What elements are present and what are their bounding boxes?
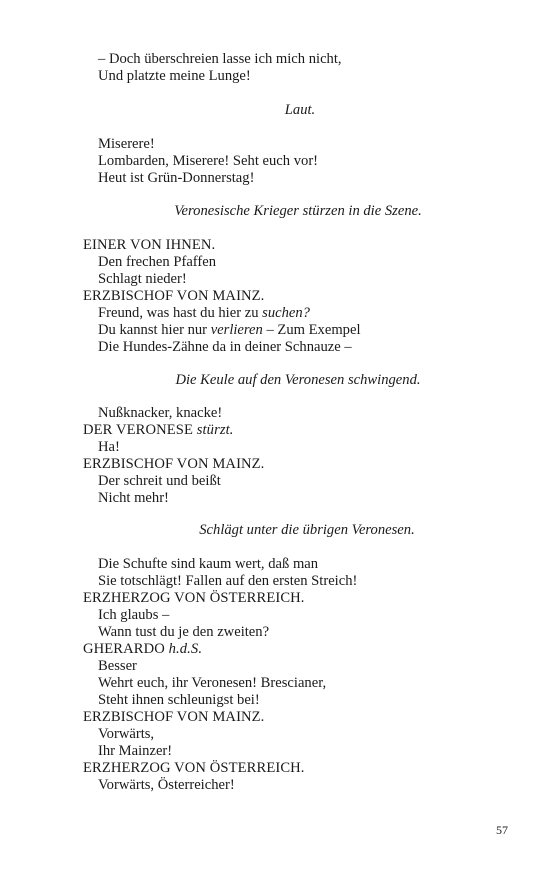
speaker-text: DER VERONESE [83, 422, 197, 438]
verse-line: Besser [98, 658, 137, 674]
stage-direction-text: Veronesische Krieger stürzen in die Szene. [174, 203, 422, 219]
verse-line: Den frechen Pfaffen [98, 254, 217, 270]
verse-line: Ha! [98, 439, 120, 455]
verse-line: Die Schufte sind kaum wert, daß man [98, 556, 319, 572]
speaker-name: ERZBISCHOF VON MAINZ. [83, 288, 265, 304]
dialogue-block-4 [83, 405, 503, 507]
verse-line: Vorwärts, Österreicher! [98, 777, 235, 793]
stage-direction-text: Laut. [284, 102, 316, 118]
verse-line: – Doch überschreien lasse ich mich nicht, [98, 51, 342, 67]
verse-line: Steht ihnen schleunigst bei! [98, 692, 260, 708]
verse-line: Schlagt nieder! [98, 271, 187, 287]
verse-block-1 [83, 51, 503, 85]
speaker-name: ERZBISCHOF VON MAINZ. [83, 456, 265, 472]
verse-line: Heut ist Grün-Donnerstag! [98, 170, 255, 186]
verse-line: Sie totschlägt! Fallen auf den ersten Streich! [98, 573, 358, 589]
stage-direction-1 [83, 102, 503, 119]
stage-direction-text: Die Keule auf den Veronesen schwingend. [175, 372, 421, 388]
speaker-name: EINER VON IHNEN. [83, 237, 216, 253]
verse-line: Wehrt euch, ihr Veronesen! Brescianer, [98, 675, 327, 691]
speaker-name: ERZBISCHOF VON MAINZ. [83, 709, 265, 725]
page-number: 57 [496, 823, 508, 837]
inline-direction: stürzt. [196, 422, 234, 438]
speaker-text: GHERARDO [83, 641, 169, 657]
speaker-name [83, 641, 503, 658]
emphasis-text: verlieren [210, 322, 263, 338]
dialogue-block-5 [83, 556, 503, 794]
verse-line: Vorwärts, [98, 726, 155, 742]
dialogue-block-3 [83, 237, 503, 356]
verse-line: Ihr Mainzer! [98, 743, 173, 759]
stage-direction-3 [83, 372, 503, 389]
verse-line: Nicht mehr! [98, 490, 169, 506]
verse-text: Freund, was hast du hier zu [98, 305, 263, 321]
speaker-name: ERZHERZOG VON ÖSTERREICH. [83, 760, 305, 776]
verse-line [83, 305, 503, 322]
stage-direction-text: Schlägt unter die übrigen Veronesen. [199, 522, 415, 538]
verse-block-2 [83, 136, 503, 187]
verse-line: Lombarden, Miserere! Seht euch vor! [98, 153, 319, 169]
speaker-name [83, 422, 503, 439]
verse-line: Ich glaubs – [98, 607, 170, 623]
verse-text: – Zum Exempel [262, 322, 361, 338]
verse-line: Und platzte meine Lunge! [98, 68, 251, 84]
verse-line: Nußknacker, knacke! [98, 405, 223, 421]
emphasis-text: suchen? [262, 305, 310, 321]
speaker-name: ERZHERZOG VON ÖSTERREICH. [83, 590, 305, 606]
stage-direction-2 [83, 203, 503, 220]
verse-line: Der schreit und beißt [98, 473, 221, 489]
verse-line [83, 322, 503, 339]
verse-line: Wann tust du je den zweiten? [98, 624, 270, 640]
inline-direction: h.d.S. [168, 641, 203, 657]
verse-line: Die Hundes-Zähne da in deiner Schnauze – [98, 339, 352, 355]
stage-direction-4 [83, 522, 503, 539]
verse-line: Miserere! [98, 136, 155, 152]
verse-text: Du kannst hier nur [98, 322, 211, 338]
